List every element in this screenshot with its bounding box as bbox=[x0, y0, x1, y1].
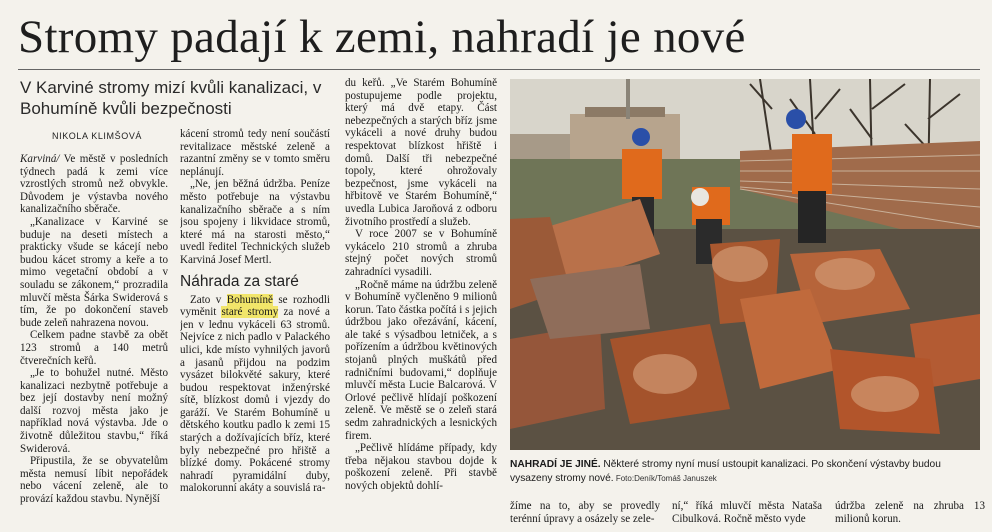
paragraph: „Ne, jen běžná údržba. Peníze město potřebuje na výstavbu kanalizačního sběrače a s ním jsou spojeny i likvidace stromů, které má na starosti město,“ uvedl ředitel Technických služeb Karviná Josef Mertl. bbox=[180, 178, 330, 266]
highlighted-text: staré stromy bbox=[221, 306, 279, 319]
paragraph-text: za nové a jen v lednu vykáceli 63 stromů. Nejvíce z nich padlo v Palackého ulici, kde místo vyhnilých javorů a jasanů přijdou na podzim vysázet bilokvěté sakury, které budou respektovat inženýrské sítě, blízkost domů i vjezdy do garáží. Ve Starém Bohumíně u dětského koutku padlo k zemi 15 starých a dožívajících bříz, které byly nebezpečné pro hřiště a blízké domy. Pokácené stromy nahradí pyramidální duby, malokorunní akáty a souvislá ra- bbox=[180, 306, 330, 495]
paragraph bbox=[20, 153, 168, 216]
article-column-2 bbox=[180, 128, 330, 528]
paragraph: žíme na to, aby se provedly terénní úpravy a osázely se zele- bbox=[510, 500, 660, 525]
paragraph bbox=[180, 294, 330, 496]
paragraph-text: Ve městě v posledních týdnech padá k zemi více vzrostlých stromů než obvykle. Důvodem je výstavba nového kanalizačního sběrače. bbox=[20, 153, 168, 216]
byline: NIKOLA KLIMŠOVÁ bbox=[52, 131, 143, 141]
bottom-column-3 bbox=[835, 500, 985, 532]
headline-rule bbox=[18, 69, 980, 70]
bottom-column-2 bbox=[672, 500, 822, 532]
photo-credit: Foto:Deník/Tomáš Januszek bbox=[613, 473, 717, 483]
caption-text: Některé stromy nyní musí ustoupit kanalizaci. Po skončení výstavby budou vysazeny stromy nové. bbox=[510, 459, 941, 484]
article-column-3 bbox=[345, 77, 497, 527]
dateline: Karviná/ bbox=[20, 153, 60, 165]
paragraph: údržba zeleně na zhruba 13 milionů korun. bbox=[835, 500, 985, 525]
headline: Stromy padají k zemi, nahradí je nové bbox=[18, 11, 746, 63]
photo-illustration bbox=[510, 79, 980, 450]
caption-lead: NAHRADÍ JE JINÉ. bbox=[510, 459, 601, 470]
paragraph: „Ročně máme na údržbu zeleně v Bohumíně vyčleněno 9 milionů korun. Tato částka počítá i s jejich údržbou jako ořezávání, kácení, ale také s výsadbou letniček, a s pořízením a údržbou květinových stojanů plných muškátů před radničními budovami,“ doplňuje mluvčí města Lucie Balcarová. V Orlové pečlivě hlídají poškození zeleně. Ve městě se o zeleň stará sedm zahradnických a lesnických firem. bbox=[345, 278, 497, 442]
paragraph: Celkem padne stavbě za obět 123 stromů a 140 metrů čtverečních keřů. bbox=[20, 329, 168, 367]
paragraph: V roce 2007 se v Bohumíně vykácelo 210 stromů a zhruba stejný počet nových stromů zahradníci vysadili. bbox=[345, 228, 497, 278]
paragraph-text: se rozhodli vyměnit bbox=[180, 293, 330, 319]
paragraph: Připustila, že se obyvatelům města nemusí líbit nepořádek nebo vácení zeleně, ale to provází každou stavbu. Nynější bbox=[20, 455, 168, 506]
paragraph: ní,“ říká mluvčí města Nataša Cibulková. Ročně město vyde bbox=[672, 500, 822, 525]
bottom-column-1 bbox=[510, 500, 660, 532]
paragraph-text: Zato v bbox=[190, 293, 227, 306]
subhead: V Karviné stromy mizí kvůli kanalizaci, v Bohumíně kvůli bezpečnosti bbox=[20, 78, 322, 118]
paragraph: kácení stromů tedy není součástí revitalizace městské zeleně a razantní změny se v tomto směru neplánují. bbox=[180, 128, 330, 178]
section-subtitle: Náhrada za staré bbox=[180, 272, 299, 290]
article-column-1 bbox=[20, 153, 168, 528]
paragraph: du keřů. „Ve Starém Bohumíně postupujeme podle projektu, který má dvě etapy. Část nebezpečných a starých bříz jsme vykáceli a nové druhy budou respektovat blízkost hřiště i domů. Další tři nebezpečné topoly, které ohrožovaly bezpečnost, jsme vykáceli na hřbitově ve Starém Bohumíně,“ uvedla Lubica Jaroňová z odboru životního prostředí a služeb. bbox=[345, 77, 497, 228]
paragraph: „Je to bohužel nutné. Město kanalizaci nezbytně potřebuje a bez její dostavby není možný další rozvoj města jako je například nová výstavba. Jde o životně důležitou stavbu,“ říká Swiderová. bbox=[20, 367, 168, 455]
news-photo bbox=[510, 79, 980, 450]
paragraph: „Pečlivě hlídáme případy, kdy třeba nějakou stavbou dojde k poškození zeleně. Při stavbě nových objektů dohlí- bbox=[345, 442, 497, 492]
paragraph: „Kanalizace v Karviné se buduje na deseti místech a prakticky všude se kácejí nebo budou kácet stromy a keře a to mimo vegetační období a v souladu se zákonem,“ prozradila mluvčí města Šárka Swiderová s tím, že po dokončení staveb bude zeleň nahrazena novou. bbox=[20, 215, 168, 329]
photo-caption bbox=[510, 458, 980, 485]
highlighted-text: Bohumíně bbox=[226, 293, 273, 306]
